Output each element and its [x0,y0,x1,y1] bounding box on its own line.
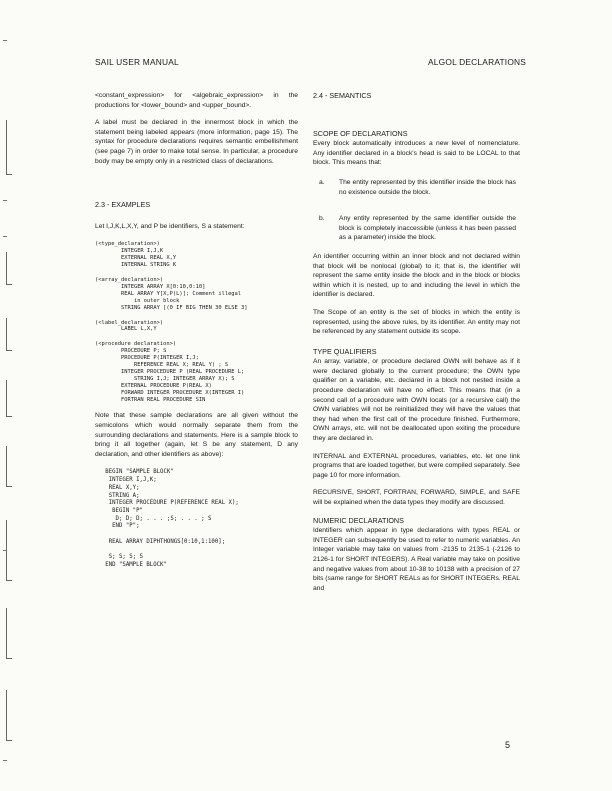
section-heading: 2.4 - SEMANTICS [313,91,372,100]
margin-mark [6,318,12,351]
code-sample-block: BEGIN "SAMPLE BLOCK" INTEGER I,J,K; REAL X,Y; STRING A; INTEGER PROCEDURE P(REFERENCE REAL X); BEGIN "P" D; D; D; . . . ;S; . . . ; S END "P"; REAL ARRAY DIPHTHONGS[0:10,1:100]; S; S; S; S END "SAMPLE BLOCK" [105,469,239,568]
paragraph: RECURSIVE, SHORT, FORTRAN, FORWARD, SIMPLE, and SAFE will be explained when the data types they modify are discussed. [313,489,520,506]
margin-mark [6,380,12,417]
margin-mark [6,608,12,659]
code-sample: (<array_declaration>) INTEGER ARRAY X[0:10,0:10] REAL ARRAY Y[X,P(L)]; Comment illegal in outer block STRING ARRAY [(0 IF BIG THEN 30 ELSE 3] [95,276,248,311]
right-column [313,91,520,601]
paragraph: <constant_expression> for <algebraic_expression> in the productions for <lower_bound> and <upper_bound>. [95,92,298,109]
subsection-heading: TYPE QUALIFIERS [313,346,377,356]
margin-tick [3,200,7,201]
paragraph: Note that these sample declarations are all given without the semicolons which would normally separate them from the surrounding declarations and statements. Here is a sample block to bring it all together (again, let S be any statement, D any declaration, and other identifiers as above): [95,412,298,458]
paragraph: Let I,J,K,L,X,Y, and P be identifiers, S a statement: [95,222,245,230]
margin-mark [6,138,12,175]
list-item [313,178,520,197]
subsection-heading: NUMERIC DECLARATIONS [313,515,404,525]
list-marker: b. [319,215,325,223]
paragraph: A label must be declared in the innermost block in which the statement being labeled appears (more information, page 15). The syntax for procedure declarations requires semantic embellishment (see page 7) in order to make total sense. In particular, a procedure body may be empty only in a restricted class of declarations. [95,119,298,165]
running-header-right: ALGOL DECLARATIONS [428,57,527,67]
margin-mark [6,690,12,741]
margin-tick [3,550,7,551]
paragraph: An array, variable, or procedure declared OWN will behave as if it were declared globally to the current procedure; the OWN type qualifier on a variable, etc. declared in a block not nested inside a procedure declaration will have no effect. This means that (in a second call of a procedure with OWN locals (or a recursive call) the OWN variables will not be reinitialized they will have the values that they had when the first call of the procedure finished. Furthermore, OWN arrays, etc. will not be deallocated upon exiting the procedure they are declared in. [313,358,520,443]
paragraph: The Scope of an entity is the set of blocks in which the entity is represented, using the above rules, by its identifier. An entity may not be referenced by any statement outside its scope. [313,308,520,336]
list-marker: a. [319,178,325,186]
list-item-text: Any entity represented by the same identifier outside the block is completely inaccessible (unless it has been passed as a parameter) inside the block. [339,215,516,242]
margin-tick [3,760,7,761]
margin-tick [3,236,7,237]
paragraph: Identifiers which appear in type declarations with types REAL or INTEGER can subsequently be used to refer to numeric variables. An Integer variable may take on values from -2135 to 2135-1 (-2126 to 2126-1 for SHORT INTEGERS). A Real variable may take on positive and negative values from about 10-38 to 10138 with a precision of 27 bits (same range for SHORT REALs as for SHORT INTEGERs. REAL and [313,527,520,592]
subsection-heading: SCOPE OF DECLARATIONS [313,128,408,138]
margin-mark [6,120,7,138]
page-number: 5 [505,740,511,750]
code-sample: (<type_declaration>) INTEGER I,J,K EXTERNAL REAL X,Y INTERNAL STRING K [95,241,177,269]
section-heading: 2.3 - EXAMPLES [95,200,151,210]
paragraph: An identifier occurring within an inner block and not declared within that block will be nonlocal (global) to it; that is, the identifier will represent the same entity inside the block and in the block or blocks within which it is nested, up to and including the level in which the identifier is declared. [313,252,520,299]
paragraph: Every block automatically introduces a new level of nomenclature. Any identifier declared in a block's head is said to be LOCAL to that block. This means that: [313,140,520,167]
code-sample: (<procedure declaration>) PROCEDURE P; S PROCEDURE P(INTEGER I,J; REFERENCE REAL X; REAL Y) ; S INTEGER PROCEDURE P (REAL PROCEDURE L; STRING I,J; INTEGER ARRAY X); S EXTERNAL PROCEDURE P(REAL X) FORWARD INTEGER PROCEDURE X(INTEGER I) FORTRAN REAL PROCEDURE SIN [95,341,245,403]
margin-tick [3,40,7,41]
running-header-left: SAIL USER MANUAL [95,57,179,67]
left-column [95,91,298,570]
list-item-text: The entity represented by this identifier inside the block has no existence outside the block. [339,178,516,196]
code-sample: (<label_declaration>) LABEL L,X,Y [95,319,164,333]
list-item [313,214,520,243]
paragraph: INTERNAL and EXTERNAL procedures, variables, etc. let one link programs that are loaded together, but were compiled separately. See page 10 for more information. [313,452,520,479]
margin-mark [6,446,12,487]
margin-mark [6,252,12,285]
